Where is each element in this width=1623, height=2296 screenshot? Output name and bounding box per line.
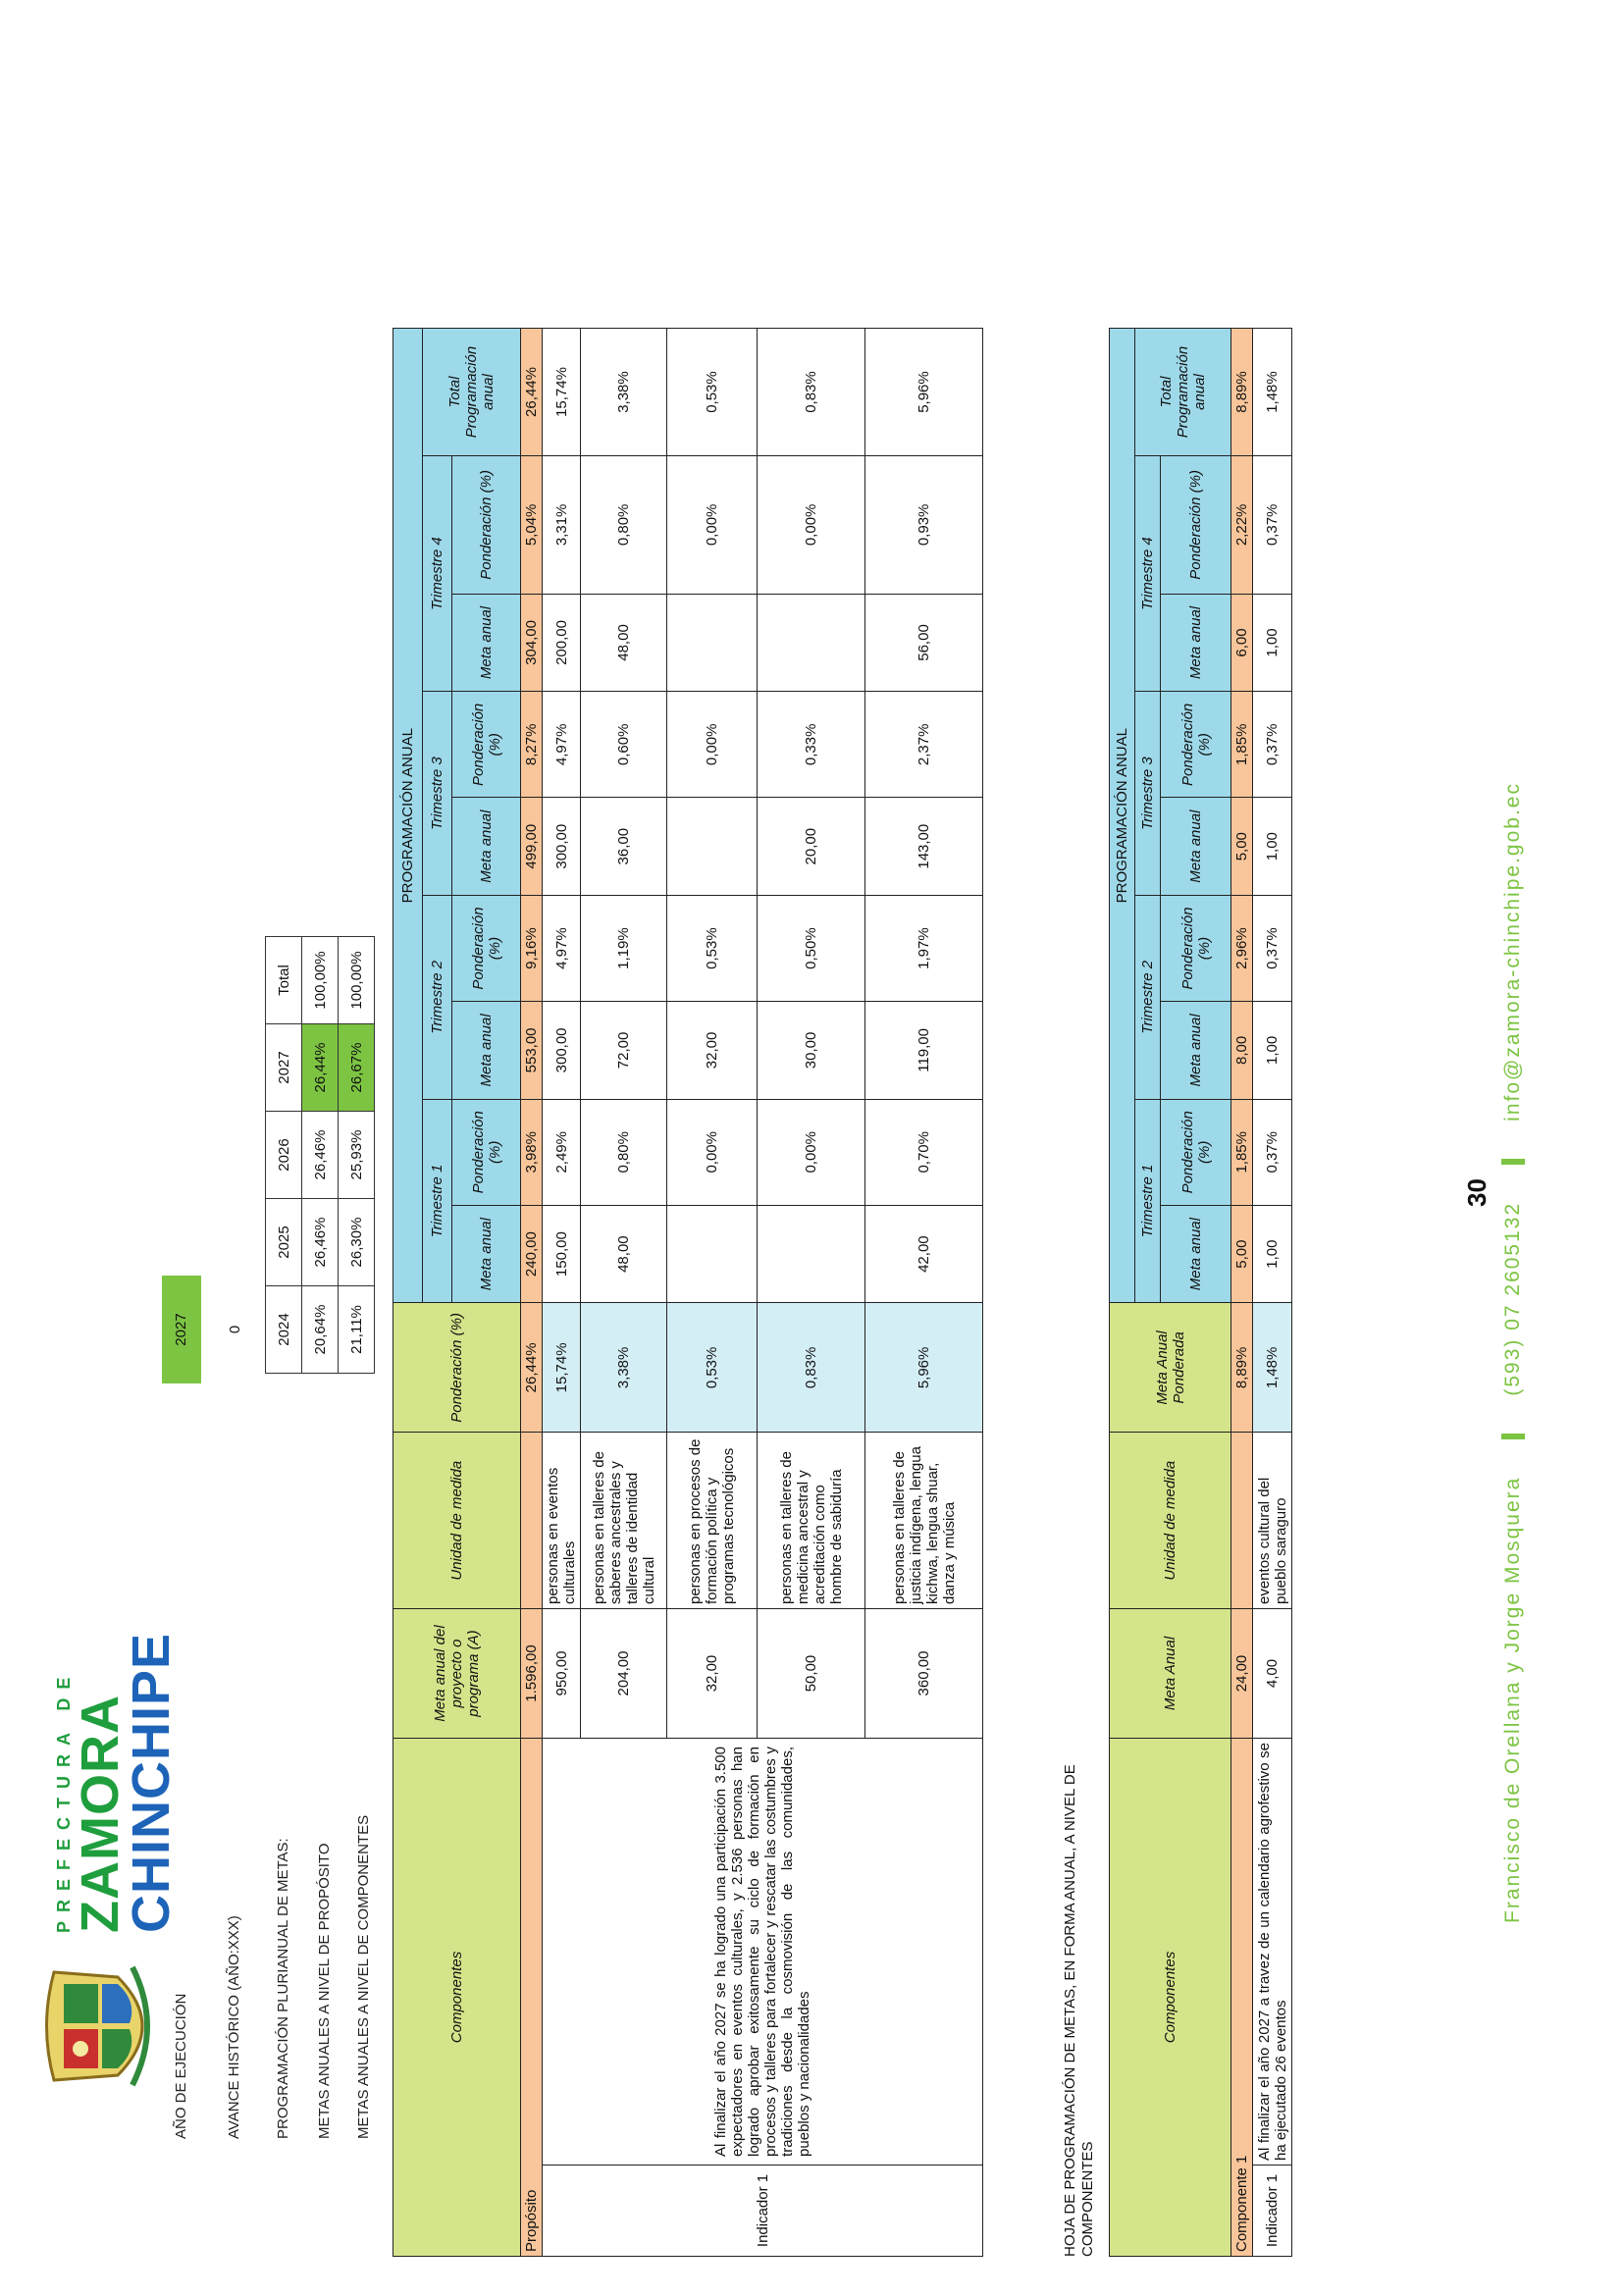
row-total: 0,53% (667, 329, 758, 456)
plurianual-proposito-row (302, 937, 339, 1374)
row-pond: 0,83% (758, 1303, 865, 1433)
row-t2-meta: 72,00 (581, 1002, 667, 1100)
header-unidad: Unidad de medida (393, 1433, 521, 1609)
componente-t2-meta: 8,00 (1231, 1002, 1253, 1100)
componentes-value: 26,67% (339, 1024, 375, 1112)
row-meta: 4,00 (1253, 1609, 1292, 1739)
year-header: 2026 (266, 1112, 302, 1199)
brand-top-text: PREFECTURA DE (54, 1668, 74, 1933)
brand-wordmark (54, 1632, 181, 1933)
header-pond: Ponderación (%) (1161, 895, 1231, 1001)
row-t2-pond: 1,97% (865, 895, 983, 1001)
proposito-t1-meta: 240,00 (521, 1205, 543, 1303)
header-meta: Meta anual (452, 1205, 521, 1303)
row-t1-meta: 150,00 (543, 1205, 581, 1303)
row-unidad: personas en procesos de formación política y programas tecnológicos (667, 1433, 758, 1609)
row-t1-pond: 0,00% (667, 1099, 758, 1205)
row-total: 0,83% (758, 329, 865, 456)
header-trimestre-2: Trimestre 2 (1135, 895, 1161, 1099)
footer-phone: (593) 07 2605132 (1501, 1201, 1524, 1396)
proposito-value: 20,64% (302, 1286, 339, 1374)
row-t2-pond: 4,97% (543, 895, 581, 1001)
componente-t3-meta: 5,00 (1231, 798, 1253, 896)
row-t1-meta (667, 1205, 758, 1303)
header-total: Total Programación anual (423, 329, 521, 456)
header-total: Total Programación anual (1135, 329, 1231, 456)
year-header: Total (266, 937, 302, 1024)
header-componentes: Componentes (1110, 1739, 1231, 2257)
componente-t3-pond: 1,85% (1231, 692, 1253, 798)
header-ponderacion: Ponderación (%) (393, 1303, 521, 1433)
indicador-label: Indicador 1 (543, 2165, 983, 2256)
row-t4-meta (667, 594, 758, 692)
row-t2-meta: 32,00 (667, 1002, 758, 1100)
header-pond: Ponderación (%) (452, 456, 521, 595)
row-pond: 1,48% (1253, 1303, 1292, 1433)
proposito-value: 26,44% (302, 1024, 339, 1112)
componentes-value: 26,30% (339, 1199, 375, 1286)
row-t2-meta: 1,00 (1253, 1002, 1292, 1100)
header-programacion-anual: PROGRAMACIÓN ANUAL (393, 329, 423, 1303)
label-avance-historico: AVANCE HISTÓRICO (AÑO:XXX) (226, 1915, 242, 2139)
componente-label: Componente 1 (1231, 1739, 1253, 2257)
header-row-1 (393, 329, 423, 2257)
row-t2-meta: 30,00 (758, 1002, 865, 1100)
row-pond: 3,38% (581, 1303, 667, 1433)
row-pond: 0,53% (667, 1303, 758, 1433)
proposito-t3-meta: 499,00 (521, 798, 543, 896)
componente-meta: 24,00 (1231, 1609, 1253, 1739)
row-t3-pond: 0,60% (581, 692, 667, 798)
proposito-meta: 1.596,00 (521, 1609, 543, 1739)
componentes-value: 100,00% (339, 937, 375, 1024)
footer-address: Francisco de Orellana y Jorge Mosquera (1501, 1476, 1524, 1923)
componente-total: 8,89% (1231, 329, 1253, 456)
componente-t2-pond: 2,96% (1231, 895, 1253, 1001)
row-t1-pond: 0,80% (581, 1099, 667, 1205)
componentes-table-title: HOJA DE PROGRAMACIÓN DE METAS, EN FORMA ANUAL, A NIVEL DE COMPONENTES (1062, 1764, 1096, 2257)
row-pond: 15,74% (543, 1303, 581, 1433)
footer-separator (1501, 1159, 1525, 1165)
brand-line-1: ZAMORA (71, 1695, 130, 1933)
row-t3-meta: 300,00 (543, 798, 581, 896)
header-pond: Ponderación (%) (452, 895, 521, 1001)
header-meta-anual: Meta Anual (1110, 1609, 1231, 1739)
componente-pond: 8,89% (1231, 1303, 1253, 1433)
year-header: 2024 (266, 1286, 302, 1374)
row-total: 5,96% (865, 329, 983, 456)
header-meta: Meta anual (1161, 798, 1231, 896)
row-t3-meta (667, 798, 758, 896)
year-box: 2027 (162, 1276, 201, 1383)
label-metas-proposito: METAS ANUALES A NIVEL DE PROPÓSITO (316, 1843, 333, 2139)
row-t3-pond: 0,33% (758, 692, 865, 798)
proposito-t3-pond: 8,27% (521, 692, 543, 798)
row-t2-pond: 0,37% (1253, 895, 1292, 1001)
proposito-programming-table (393, 328, 983, 2257)
row-t3-meta: 1,00 (1253, 798, 1292, 896)
table-row (1253, 329, 1292, 2257)
year-header: 2025 (266, 1199, 302, 1286)
indicador-label: Indicador 1 (1253, 2165, 1292, 2256)
header-ponderada: Meta Anual Ponderada (1110, 1303, 1231, 1433)
row-unidad: personas en eventos culturales (543, 1433, 581, 1609)
proposito-value: 26,46% (302, 1199, 339, 1286)
plurianual-table (265, 936, 375, 1374)
proposito-pond: 26,44% (521, 1303, 543, 1433)
row-t4-pond: 0,37% (1253, 456, 1292, 595)
indicador-description: Al finalizar el año 2027 se ha logrado una participación 3.500 expectadores en eventos culturales, y 2.536 personas han logrado aprobar exitosamente su ciclo de formación en procesos y talleres para fortalecer y rescatar las costumbres y tradiciones desde la cosmovisión de las comunidades, pueblos y nacionalidades (543, 1739, 983, 2166)
header-programacion-anual: PROGRAMACIÓN ANUAL (1110, 329, 1135, 1303)
row-t4-pond: 0,00% (758, 456, 865, 595)
header-meta: Meta anual (452, 594, 521, 692)
proposito-value: 100,00% (302, 937, 339, 1024)
row-t3-meta: 36,00 (581, 798, 667, 896)
row-meta: 32,00 (667, 1609, 758, 1739)
componente-row (1231, 329, 1253, 2257)
plurianual-componentes-row (339, 937, 375, 1374)
page-number: 30 (1462, 1178, 1492, 1207)
row-t2-pond: 1,19% (581, 895, 667, 1001)
row-t3-pond: 0,37% (1253, 692, 1292, 798)
plurianual-header-row (266, 937, 302, 1374)
label-anio-ejecucion: AÑO DE EJECUCIÓN (173, 1993, 189, 2139)
row-t3-pond: 2,37% (865, 692, 983, 798)
footer-email: info@zamora-chinchipe.gob.ec (1501, 782, 1524, 1122)
table-row (543, 329, 581, 2257)
row-unidad: eventos cultural del pueblo saraguro (1253, 1433, 1292, 1609)
proposito-t4-pond: 5,04% (521, 456, 543, 595)
row-meta: 360,00 (865, 1609, 983, 1739)
header-trimestre-4: Trimestre 4 (423, 456, 452, 692)
row-total: 3,38% (581, 329, 667, 456)
componente-t4-meta: 6,00 (1231, 594, 1253, 692)
row-meta: 204,00 (581, 1609, 667, 1739)
row-t4-pond: 0,93% (865, 456, 983, 595)
proposito-unidad (521, 1433, 543, 1609)
proposito-t2-meta: 553,00 (521, 1002, 543, 1100)
row-t3-meta: 143,00 (865, 798, 983, 896)
componentes-programming-table (1109, 328, 1292, 2257)
row-total: 15,74% (543, 329, 581, 456)
componentes-value: 25,93% (339, 1112, 375, 1199)
header-trimestre-2: Trimestre 2 (423, 895, 452, 1099)
header-pond: Ponderación (%) (452, 1099, 521, 1205)
proposito-value: 26,46% (302, 1112, 339, 1199)
header-trimestre-1: Trimestre 1 (1135, 1099, 1161, 1303)
row-t2-meta: 300,00 (543, 1002, 581, 1100)
row-meta: 50,00 (758, 1609, 865, 1739)
componente-unidad (1231, 1433, 1253, 1609)
label-metas-componentes: METAS ANUALES A NIVEL DE COMPONENTES (355, 1814, 372, 2139)
header-pond: Ponderación (%) (452, 692, 521, 798)
row-pond: 5,96% (865, 1303, 983, 1433)
row-t1-meta: 48,00 (581, 1205, 667, 1303)
row-t4-pond: 3,31% (543, 456, 581, 595)
componente-t1-pond: 1,85% (1231, 1099, 1253, 1205)
proposito-label: Propósito (521, 1739, 543, 2257)
row-t1-pond: 2,49% (543, 1099, 581, 1205)
row-t3-pond: 0,00% (667, 692, 758, 798)
row-t4-meta (758, 594, 865, 692)
row-t4-meta: 48,00 (581, 594, 667, 692)
header-row-1 (1110, 329, 1135, 2257)
componente-t4-pond: 2,22% (1231, 456, 1253, 595)
header-trimestre-1: Trimestre 1 (423, 1099, 452, 1303)
proposito-total: 26,44% (521, 329, 543, 456)
row-unidad: personas en talleres de saberes ancestrales y talleres de identidad cultural (581, 1433, 667, 1609)
proposito-t2-pond: 9,16% (521, 895, 543, 1001)
brand-line-2: CHINCHIPE (122, 1632, 181, 1933)
row-t2-meta: 119,00 (865, 1002, 983, 1100)
row-t2-pond: 0,53% (667, 895, 758, 1001)
year-header: 2027 (266, 1024, 302, 1112)
coat-of-arms-logo (39, 1953, 167, 2100)
proposito-row (521, 329, 543, 2257)
row-t4-meta: 1,00 (1253, 594, 1292, 692)
footer-contact (1501, 782, 1525, 1923)
row-unidad: personas en talleres de justicia indígena, lengua kichwa, lengua shuar, danza y música (865, 1433, 983, 1609)
header-componentes: Componentes (393, 1739, 521, 2257)
proposito-t4-meta: 304,00 (521, 594, 543, 692)
header-meta: Meta anual (1161, 594, 1231, 692)
footer-separator (1501, 1434, 1525, 1439)
row-t1-meta: 42,00 (865, 1205, 983, 1303)
row-t3-pond: 4,97% (543, 692, 581, 798)
header-meta: Meta anual (1161, 1205, 1231, 1303)
row-unidad: personas en talleres de medicina ancestral y acreditación como hombre de sabiduría (758, 1433, 865, 1609)
header-trimestre-3: Trimestre 3 (1135, 692, 1161, 896)
header-trimestre-3: Trimestre 3 (423, 692, 452, 896)
header-meta-anual: Meta anual del proyecto o programa (A) (393, 1609, 521, 1739)
header-unidad: Unidad de medida (1110, 1433, 1231, 1609)
componente-t1-meta: 5,00 (1231, 1205, 1253, 1303)
row-total: 1,48% (1253, 329, 1292, 456)
row-t1-pond: 0,37% (1253, 1099, 1292, 1205)
label-programacion-plurianual: PROGRAMACIÓN PLURIANUAL DE METAS: (275, 1838, 291, 2139)
indicador-description: Al finalizar el año 2027 a travez de un calendario agrofestivo se ha ejecutado 26 eventos (1253, 1739, 1292, 2166)
row-t1-meta: 1,00 (1253, 1205, 1292, 1303)
header-meta: Meta anual (1161, 1002, 1231, 1100)
row-t2-pond: 0,50% (758, 895, 865, 1001)
row-t4-pond: 0,00% (667, 456, 758, 595)
header-pond: Ponderación (%) (1161, 1099, 1231, 1205)
header-meta: Meta anual (452, 1002, 521, 1100)
row-t4-meta: 200,00 (543, 594, 581, 692)
row-t4-pond: 0,80% (581, 456, 667, 595)
row-t1-meta (758, 1205, 865, 1303)
row-t4-meta: 56,00 (865, 594, 983, 692)
header-pond: Ponderación (%) (1161, 692, 1231, 798)
row-t1-pond: 0,00% (758, 1099, 865, 1205)
row-t3-meta: 20,00 (758, 798, 865, 896)
proposito-t1-pond: 3,98% (521, 1099, 543, 1205)
row-t1-pond: 0,70% (865, 1099, 983, 1205)
row-meta: 950,00 (543, 1609, 581, 1739)
avance-value: 0 (227, 1325, 243, 1334)
header-pond: Ponderación (%) (1161, 456, 1231, 595)
header-meta: Meta anual (452, 798, 521, 896)
header-trimestre-4: Trimestre 4 (1135, 456, 1161, 692)
componentes-value: 21,11% (339, 1286, 375, 1374)
